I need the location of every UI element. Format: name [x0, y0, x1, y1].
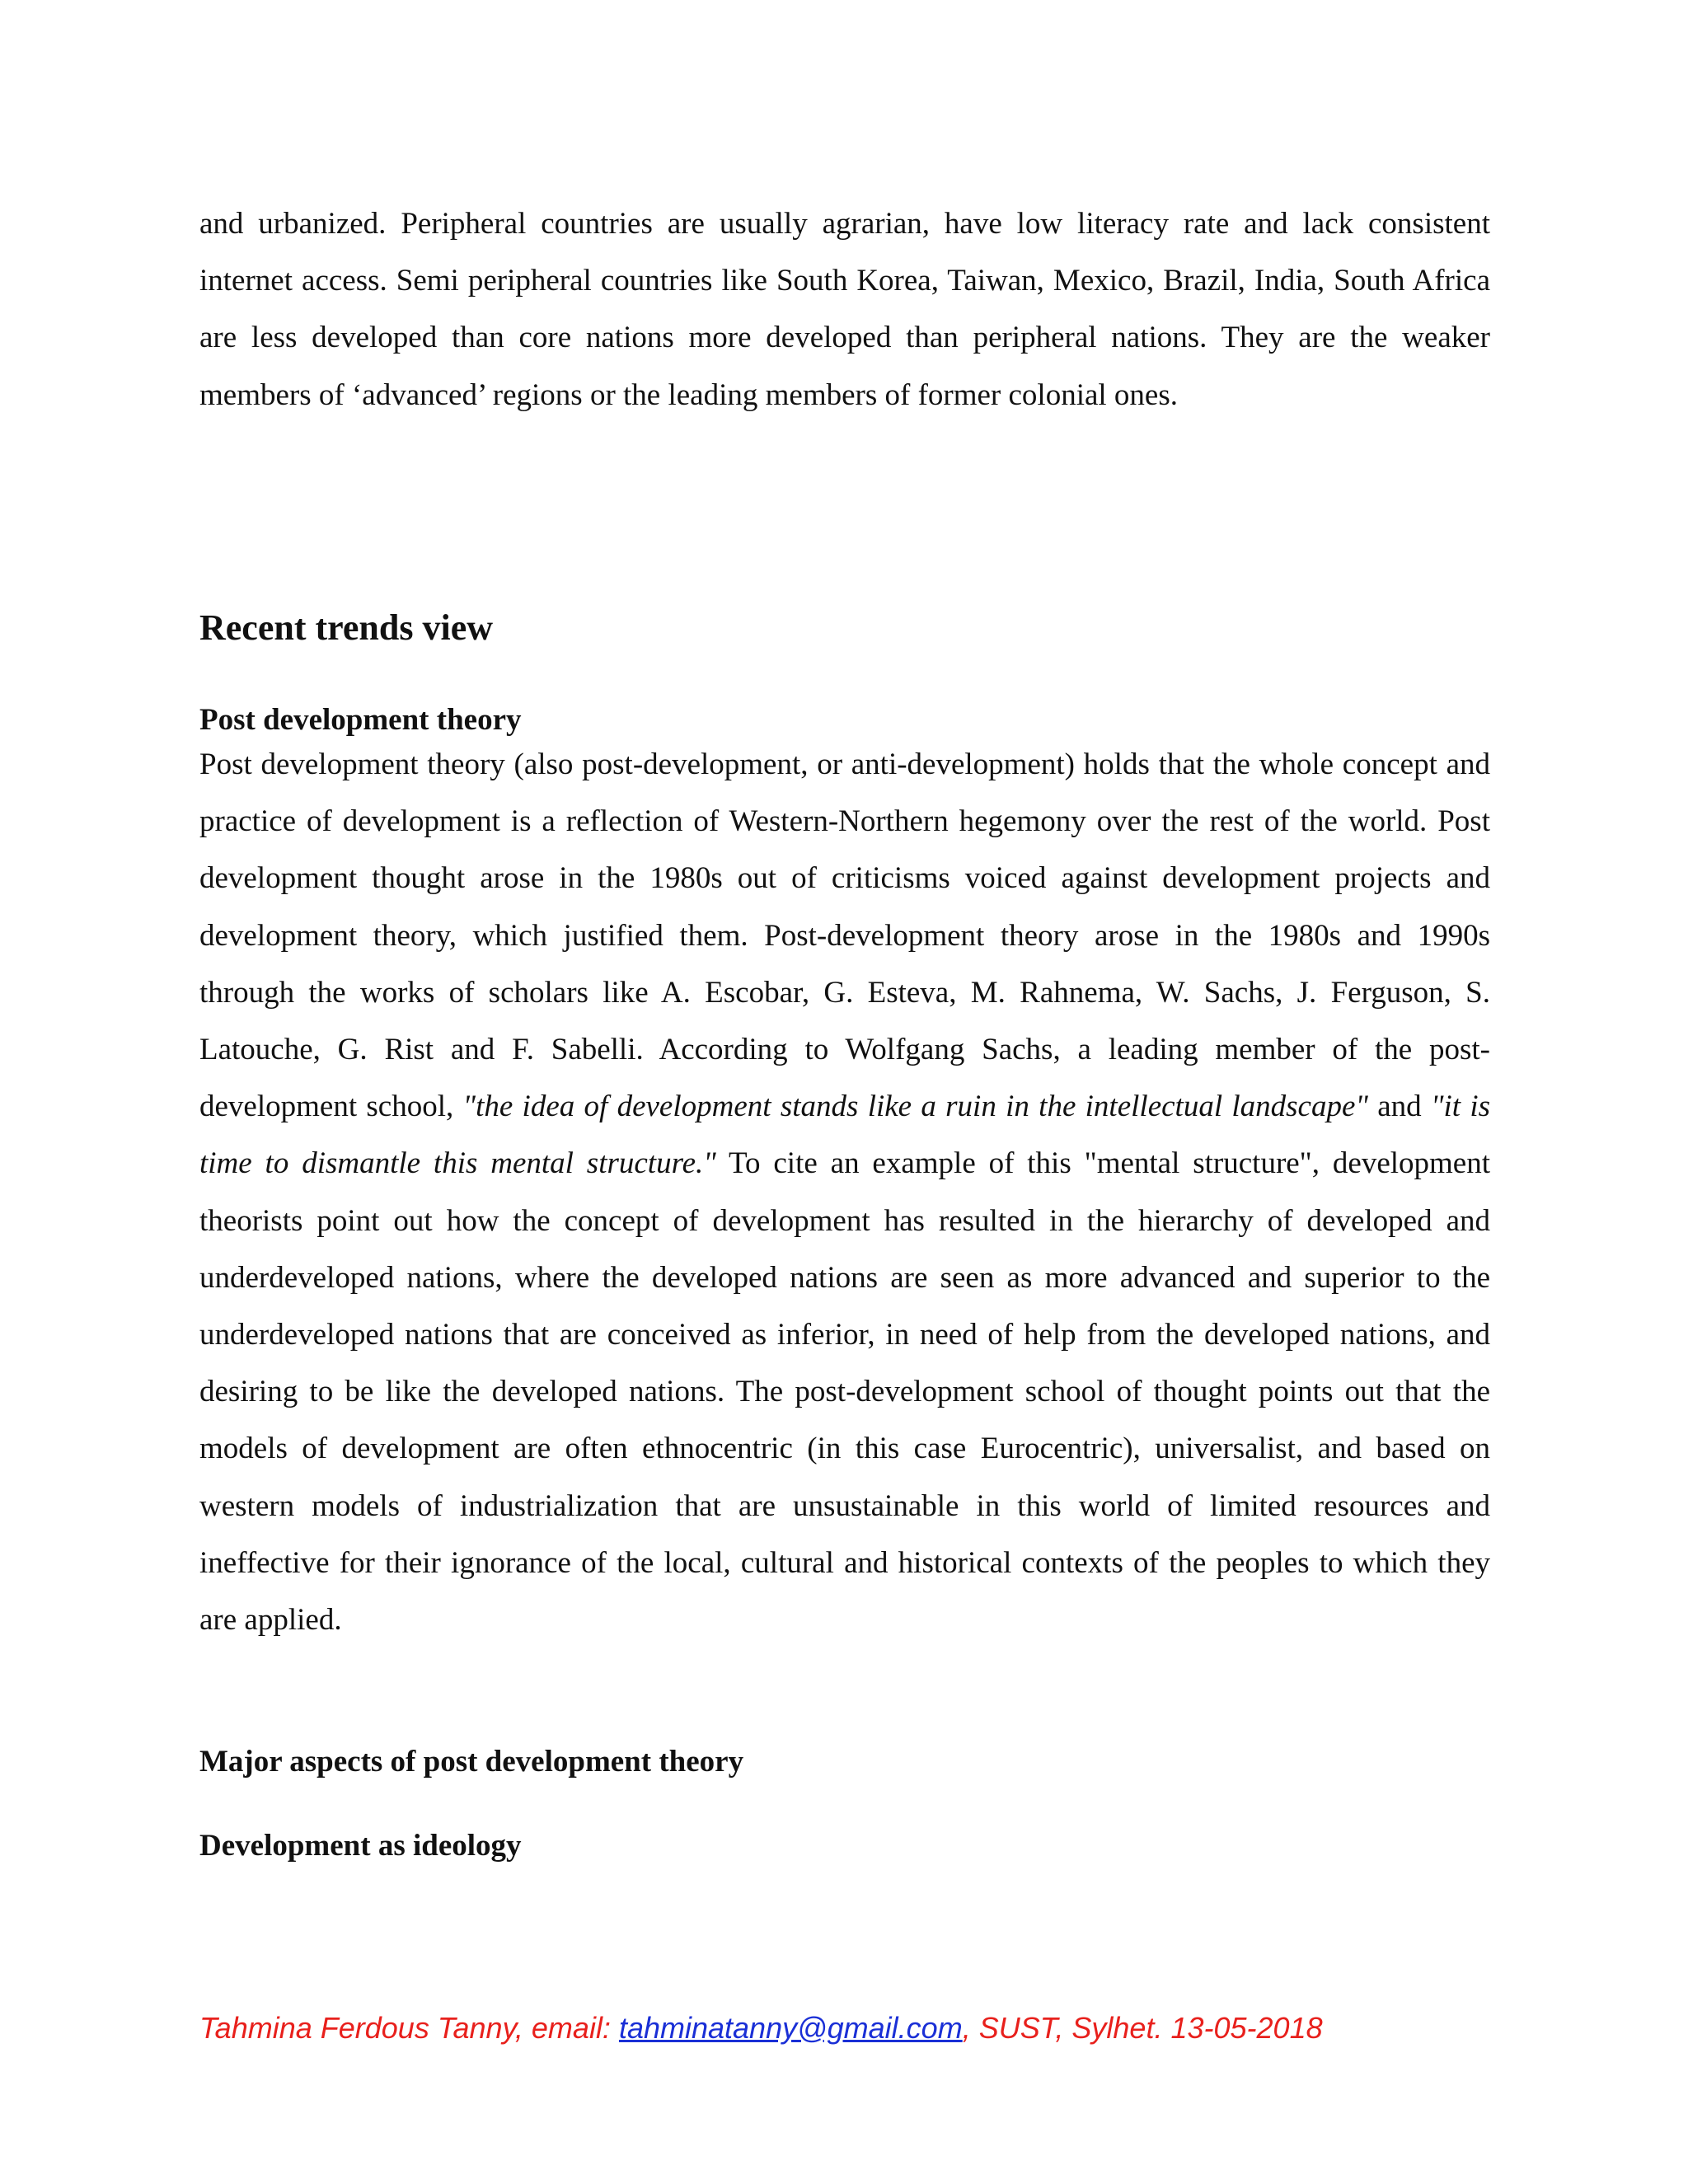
body-paragraph-block: [199, 736, 1490, 1648]
body-text-part1: Post development theory (also post-development, or anti-development) holds that the whole concept and practice of development is a reflection of Western-Northern hegemony over the rest of the world. Post development thought arose in the 1980s out of criticisms voiced against development projects and development theory, which justified them. Post-development theory arose in the 1980s and 1990s through the works of scholars like A. Escobar, G. Esteva, M. Rahnema, W. Sachs, J. Ferguson, S. Latouche, G. Rist and F. Sabelli. According to Wolfgang Sachs, a leading member of the post-development school,: [199, 748, 1490, 1124]
body-text-part2: To cite an example of this "mental structure", development theorists point out how the concept of development has resulted in the hierarchy of developed and underdeveloped nations, where the developed nations are seen as more advanced and superior to the underdeveloped nations that are conceived as inferior, in need of help from the developed nations, and desiring to be like the developed nations. The post-development school of thought points out that the models of development are often ethnocentric (in this case Eurocentric), universalist, and based on western models of industrialization that are unsustainable in this world of limited resources and ineffective for their ignorance of the local, cultural and historical contexts of the peoples to which they are applied.: [199, 1146, 1490, 1638]
ideology-heading-block: [199, 1826, 1490, 1866]
body-quote-2: "it is time to dismantle this mental structure.": [199, 1090, 1490, 1181]
footer-email-link[interactable]: tahminatanny@gmail.com: [618, 2011, 963, 2045]
body-quote-1: "the idea of development stands like a ruin in the intellectual landscape": [462, 1090, 1368, 1124]
section-heading: Recent trends view: [199, 607, 493, 648]
ideology-heading: Development as ideology: [199, 1829, 522, 1863]
footer-prefix: Tahmina Ferdous Tanny, email:: [199, 2011, 619, 2045]
major-aspects-heading: Major aspects of post development theory: [199, 1745, 744, 1779]
subsection-heading-block: [199, 701, 1490, 740]
intro-paragraph: and urbanized. Peripheral countries are usually agrarian, have low literacy rate and lack consistent internet access. Semi peripheral countries like South Korea, Taiwan, Mexico, Brazil, India, South Africa are less developed than core nations more developed than peripheral nations. They are the weaker members of ‘advanced’ regions or the leading members of former colonial ones.: [199, 207, 1490, 412]
body-paragraph: [199, 736, 1490, 1648]
footer-suffix: , SUST, Sylhet. 13-05-2018: [962, 2011, 1323, 2045]
major-aspects-heading-block: [199, 1742, 1490, 1782]
intro-paragraph-block: [199, 195, 1490, 424]
body-connector: and: [1367, 1090, 1431, 1124]
subsection-heading: Post development theory: [199, 703, 522, 737]
page-footer: [199, 2011, 1323, 2046]
section-heading-block: [199, 605, 1490, 651]
